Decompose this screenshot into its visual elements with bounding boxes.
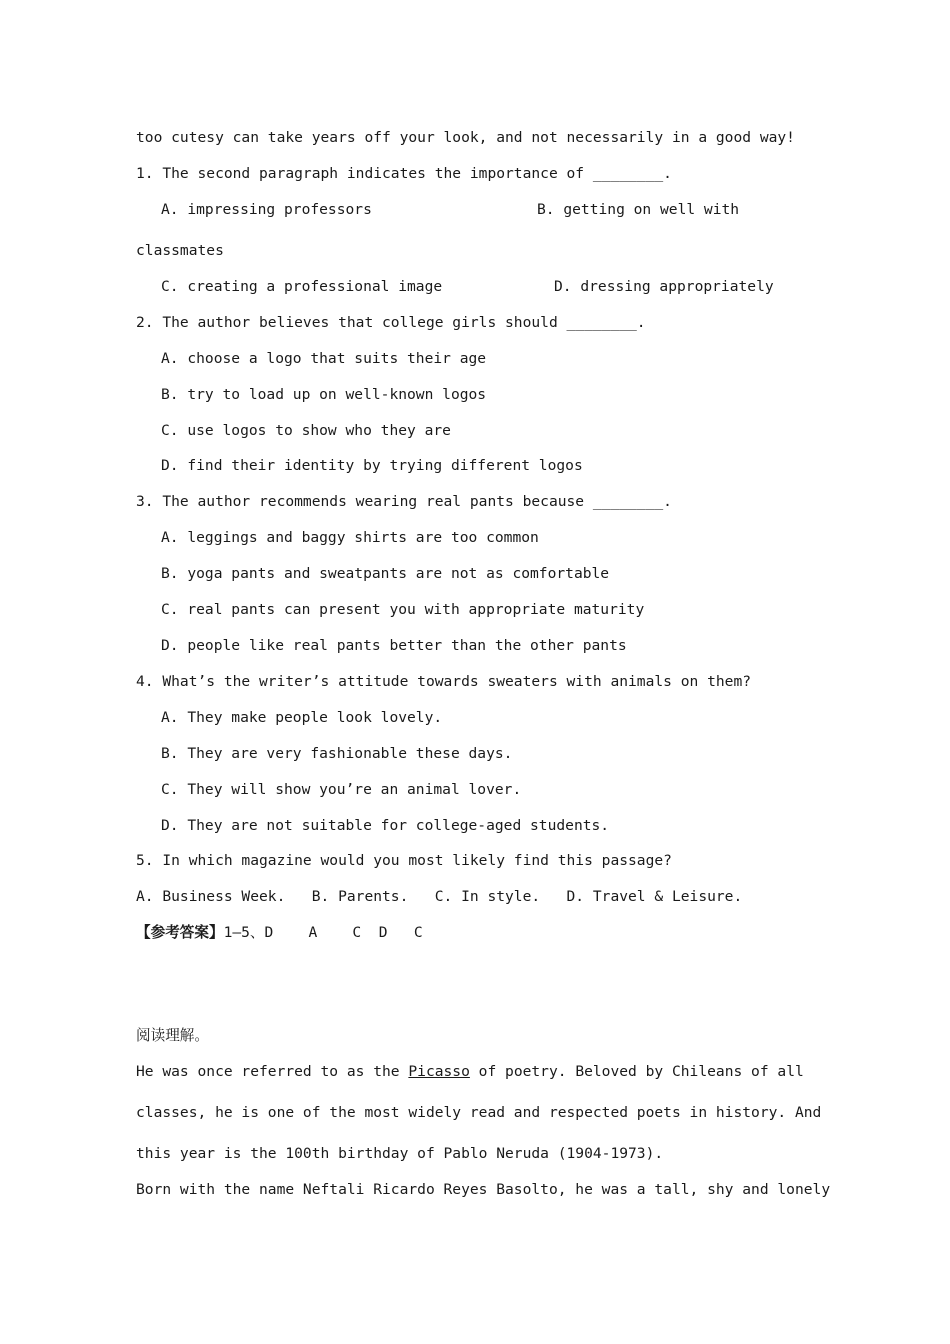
- question-1-option-b-continued: classmates: [136, 242, 224, 259]
- question-4-option-a: A. They make people look lovely.: [161, 709, 443, 726]
- question-3-option-a: A. leggings and baggy shirts are too common: [161, 529, 539, 546]
- question-1-stem: 1. The second paragraph indicates the importance of ________.: [136, 165, 672, 182]
- question-3-option-d: D. people like real pants better than the other pants: [161, 637, 627, 654]
- question-2-stem: 2. The author believes that college girls should ________.: [136, 314, 646, 331]
- passage-line-1-start: He was once referred to as the: [136, 1063, 409, 1080]
- answer-key-label: 【参考答案】: [136, 924, 224, 941]
- question-2-option-a: A. choose a logo that suits their age: [161, 350, 487, 367]
- section-heading: 阅读理解。: [136, 1027, 209, 1044]
- question-2-option-c: C. use logos to show who they are: [161, 422, 451, 439]
- intro-line: too cutesy can take years off your look, and not necessarily in a good way!: [136, 129, 795, 146]
- passage-line-2: classes, he is one of the most widely read and respected poets in history. And: [136, 1104, 822, 1121]
- question-4-stem: 4. What’s the writer’s attitude towards sweaters with animals on them?: [136, 673, 752, 690]
- question-2-option-b: B. try to load up on well-known logos: [161, 386, 487, 403]
- question-4-option-b: B. They are very fashionable these days.: [161, 745, 513, 762]
- passage-line-4: Born with the name Neftali Ricardo Reyes Basolto, he was a tall, shy and lonely: [136, 1181, 831, 1198]
- question-4-option-d: D. They are not suitable for college-aged students.: [161, 817, 610, 834]
- question-1-option-a: A. impressing professors: [161, 201, 372, 218]
- passage-line-3: this year is the 100th birthday of Pablo Neruda (1904-1973).: [136, 1145, 664, 1162]
- question-5-stem: 5. In which magazine would you most likely find this passage?: [136, 852, 672, 869]
- question-3-option-b: B. yoga pants and sweatpants are not as comfortable: [161, 565, 610, 582]
- answer-key-text: 1—5、D A C D C: [223, 924, 423, 941]
- question-4-option-c: C. They will show you’re an animal lover.: [161, 781, 522, 798]
- question-2-option-d: D. find their identity by trying different logos: [161, 457, 583, 474]
- picasso-link[interactable]: Picasso: [408, 1063, 470, 1080]
- question-3-stem: 3. The author recommends wearing real pants because ________.: [136, 493, 672, 510]
- question-3-option-c: C. real pants can present you with appropriate maturity: [161, 601, 645, 618]
- answer-key: [136, 923, 423, 943]
- question-1-option-b: B. getting on well with: [537, 201, 740, 218]
- question-1-option-c: C. creating a professional image: [161, 278, 443, 295]
- passage-line-1-end: of poetry. Beloved by Chileans of all: [469, 1063, 804, 1080]
- question-1-option-d: D. dressing appropriately: [554, 278, 774, 295]
- passage-line-1: [136, 1062, 804, 1082]
- question-5-options: A. Business Week. B. Parents. C. In style. D. Travel & Leisure.: [136, 888, 743, 905]
